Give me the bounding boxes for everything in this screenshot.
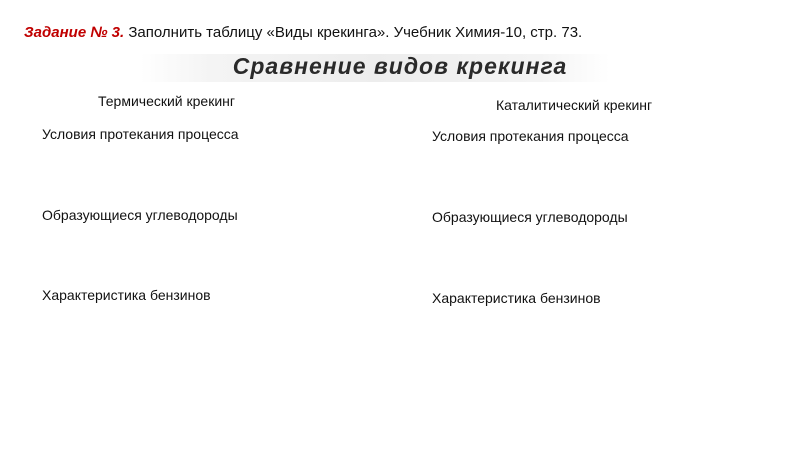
thermal-hydrocarbons-label: Образующиеся углеводороды [42, 207, 238, 223]
task-text: Заполнить таблицу «Виды крекинга». Учебник Химия-10, стр. 73. [124, 24, 583, 41]
thermal-gasoline-label: Характеристика бензинов [42, 287, 211, 303]
thermal-conditions-label: Условия протекания процесса [42, 126, 239, 142]
page-title: Сравнение видов крекинга [232, 53, 568, 79]
catalytic-conditions-label: Условия протекания процесса [432, 128, 629, 144]
catalytic-gasoline-label: Характеристика бензинов [432, 290, 601, 306]
column-heading-catalytic: Каталитический крекинг [496, 97, 653, 113]
task-statement [24, 24, 582, 41]
catalytic-hydrocarbons-label: Образующиеся углеводороды [432, 209, 628, 225]
column-heading-thermal: Термический крекинг [98, 93, 235, 109]
task-number: Задание № 3. [24, 24, 125, 41]
